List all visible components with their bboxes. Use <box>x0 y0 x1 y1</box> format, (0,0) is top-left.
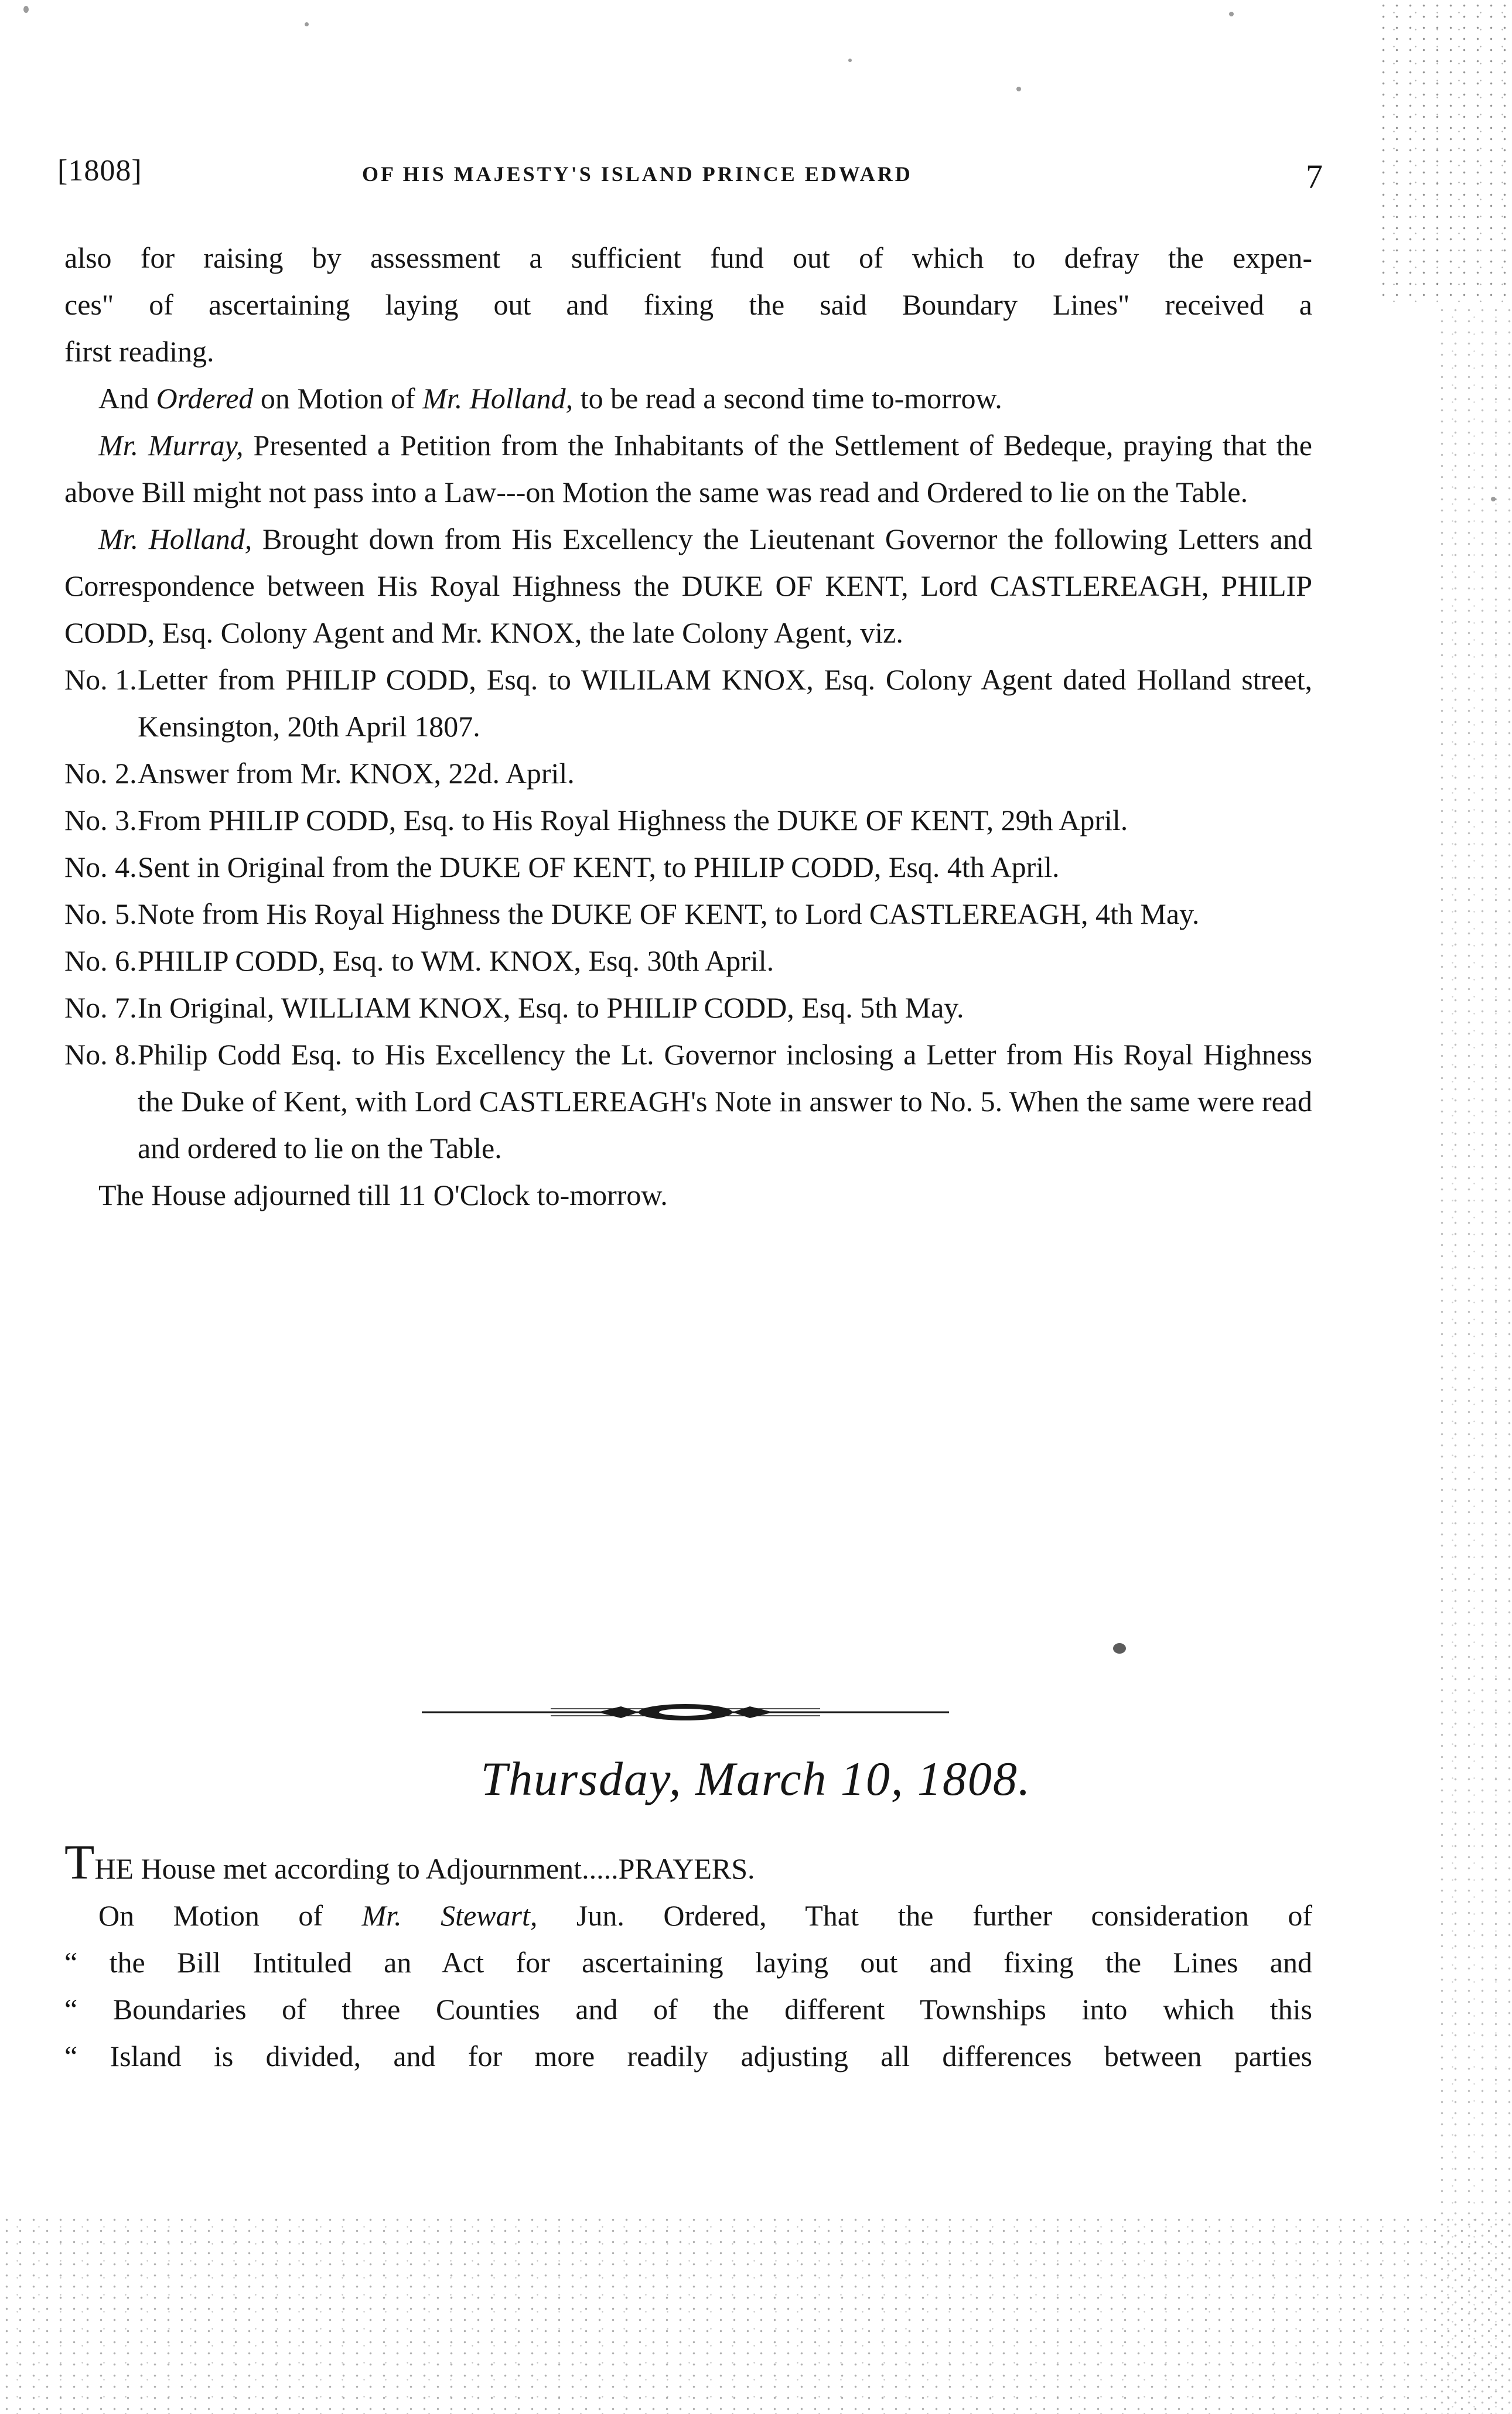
item-number: No. 4. <box>64 851 137 883</box>
item-text: From PHILIP CODD, Esq. to His Royal Highness the DUKE OF KENT, 29th April. <box>138 804 1128 836</box>
item-text: Note from His Royal Highness the DUKE OF KENT, to Lord CASTLEREAGH, 4th May. <box>138 897 1200 930</box>
item-number: No. 2. <box>64 757 137 790</box>
item-text: PHILIP CODD, Esq. to WM. KNOX, Esq. 30th April. <box>138 944 774 977</box>
drop-cap: T <box>64 1835 95 1890</box>
speck <box>1113 1643 1126 1654</box>
item-text: In Original, WILLIAM KNOX, Esq. to PHILIP CODD, Esq. 5th May. <box>138 991 964 1024</box>
quoted-line <box>64 2033 1312 2080</box>
text-run: And <box>98 382 156 415</box>
item-number: No. 7. <box>64 991 137 1024</box>
item-text: Sent in Original from the DUKE OF KENT, to PHILIP CODD, Esq. 4th April. <box>138 851 1060 883</box>
list-item <box>64 797 1312 844</box>
item-number: No. 1. <box>64 663 137 696</box>
ornamental-rule <box>422 1701 949 1724</box>
running-head <box>57 153 1323 200</box>
text-run: Presented a Petition from the Inhabitants of the Settlement of Bedeque, praying that the above Bill might not pass into a Law---on Motion the same was read and Ordered to lie on the Table. <box>64 429 1312 508</box>
item-text: Philip Codd Esq. to His Excellency the Lt. Governor inclosing a Letter from His Royal Highness the Duke of Kent, with Lord CASTLEREAGH's Note in answer to No. 5. When the same were read and ordered to lie on the Table. <box>138 1038 1312 1165</box>
quote-mark: “ <box>64 1993 78 2026</box>
item-number: No. 8. <box>64 1038 137 1071</box>
list-item <box>64 750 1312 797</box>
text-run: Jun. Ordered, That the further consideration of <box>537 1899 1312 1932</box>
list-item <box>64 1031 1312 1172</box>
list-item <box>64 656 1312 750</box>
list-item <box>64 984 1312 1031</box>
date-heading: Thursday, March 10, 1808. <box>480 1752 1032 1805</box>
para-line: ces" of ascertaining laying out and fixing the said Boundary Lines" received a <box>64 288 1312 321</box>
speck <box>1016 87 1021 91</box>
list-item <box>64 890 1312 937</box>
para-adjourned <box>64 1172 1312 1218</box>
para-line: first reading. <box>64 335 214 368</box>
italic-run: Mr. Murray, <box>98 429 244 462</box>
running-head-year: [1808] <box>57 154 142 187</box>
text-run: the Bill Intituled an Act for ascertaining laying out and fixing the Lines and <box>109 1946 1312 1979</box>
para-motion-stewart <box>64 1892 1312 1939</box>
running-head-title: OF HIS MAJESTY'S ISLAND PRINCE EDWARD <box>362 162 913 186</box>
para-house-met <box>64 1835 1312 1892</box>
speck <box>23 6 29 13</box>
para-holland <box>64 515 1312 656</box>
text-run: to be read a second time to-morrow. <box>573 382 1002 415</box>
quote-mark: “ <box>64 2040 78 2072</box>
list-item <box>64 844 1312 890</box>
item-number: No. 6. <box>64 944 137 977</box>
text-run: HE House met according to Adjournment.....PRAYERS. <box>94 1852 755 1885</box>
quote-mark: “ <box>64 1946 78 1979</box>
italic-run: Mr. Stewart, <box>361 1899 538 1932</box>
para-ordered <box>64 375 1312 422</box>
text-run: on Motion of <box>253 382 423 415</box>
correspondence-list <box>64 656 1312 1172</box>
item-text: Answer from Mr. KNOX, 22d. April. <box>138 757 575 790</box>
item-number: No. 3. <box>64 804 137 836</box>
speck <box>1229 12 1234 16</box>
main-text <box>64 234 1312 1218</box>
para-murray <box>64 422 1312 515</box>
italic-run: Mr. Holland, <box>422 382 574 415</box>
scan-noise-top-right <box>1377 0 1512 305</box>
italic-run: Ordered <box>156 382 254 415</box>
scan-noise-bottom <box>0 2214 1512 2414</box>
text-run: Boundaries of three Counties and of the different Townships into which this <box>112 1993 1312 2026</box>
quoted-line <box>64 1939 1312 1986</box>
para-line: also for raising by assessment a sufficient fund out of which to defray the expen- <box>64 241 1312 274</box>
italic-run: Mr. Holland, <box>98 523 252 555</box>
page-number: 7 <box>1306 158 1323 196</box>
speck <box>848 59 852 62</box>
speck <box>305 22 309 26</box>
item-text: Letter from PHILIP CODD, Esq. to WILILAM KNOX, Esq. Colony Agent dated Holland street, Kensington, 20th April 1807. <box>138 663 1312 743</box>
adjourn-text: The House adjourned till 11 O'Clock to-morrow. <box>98 1179 668 1211</box>
thursday-proceedings <box>64 1835 1313 2080</box>
text-run: On Motion of <box>98 1899 362 1932</box>
speck <box>1491 497 1496 501</box>
scan-noise-right-edge <box>1435 305 1512 2413</box>
item-number: No. 5. <box>64 897 137 930</box>
para-continuation <box>64 234 1312 375</box>
list-item <box>64 937 1312 984</box>
text-run: Island is divided, and for more readily adjusting all differences between parties <box>110 2040 1313 2072</box>
text-run: Brought down from His Excellency the Lieutenant Governor the following Letters and Correspondence between His Royal Highness the DUKE OF KENT, Lord CASTLEREAGH, PHILIP CODD, Esq. Colony Agent and Mr. KNOX, the late Colony Agent, viz. <box>64 523 1312 649</box>
quoted-line <box>64 1986 1312 2033</box>
